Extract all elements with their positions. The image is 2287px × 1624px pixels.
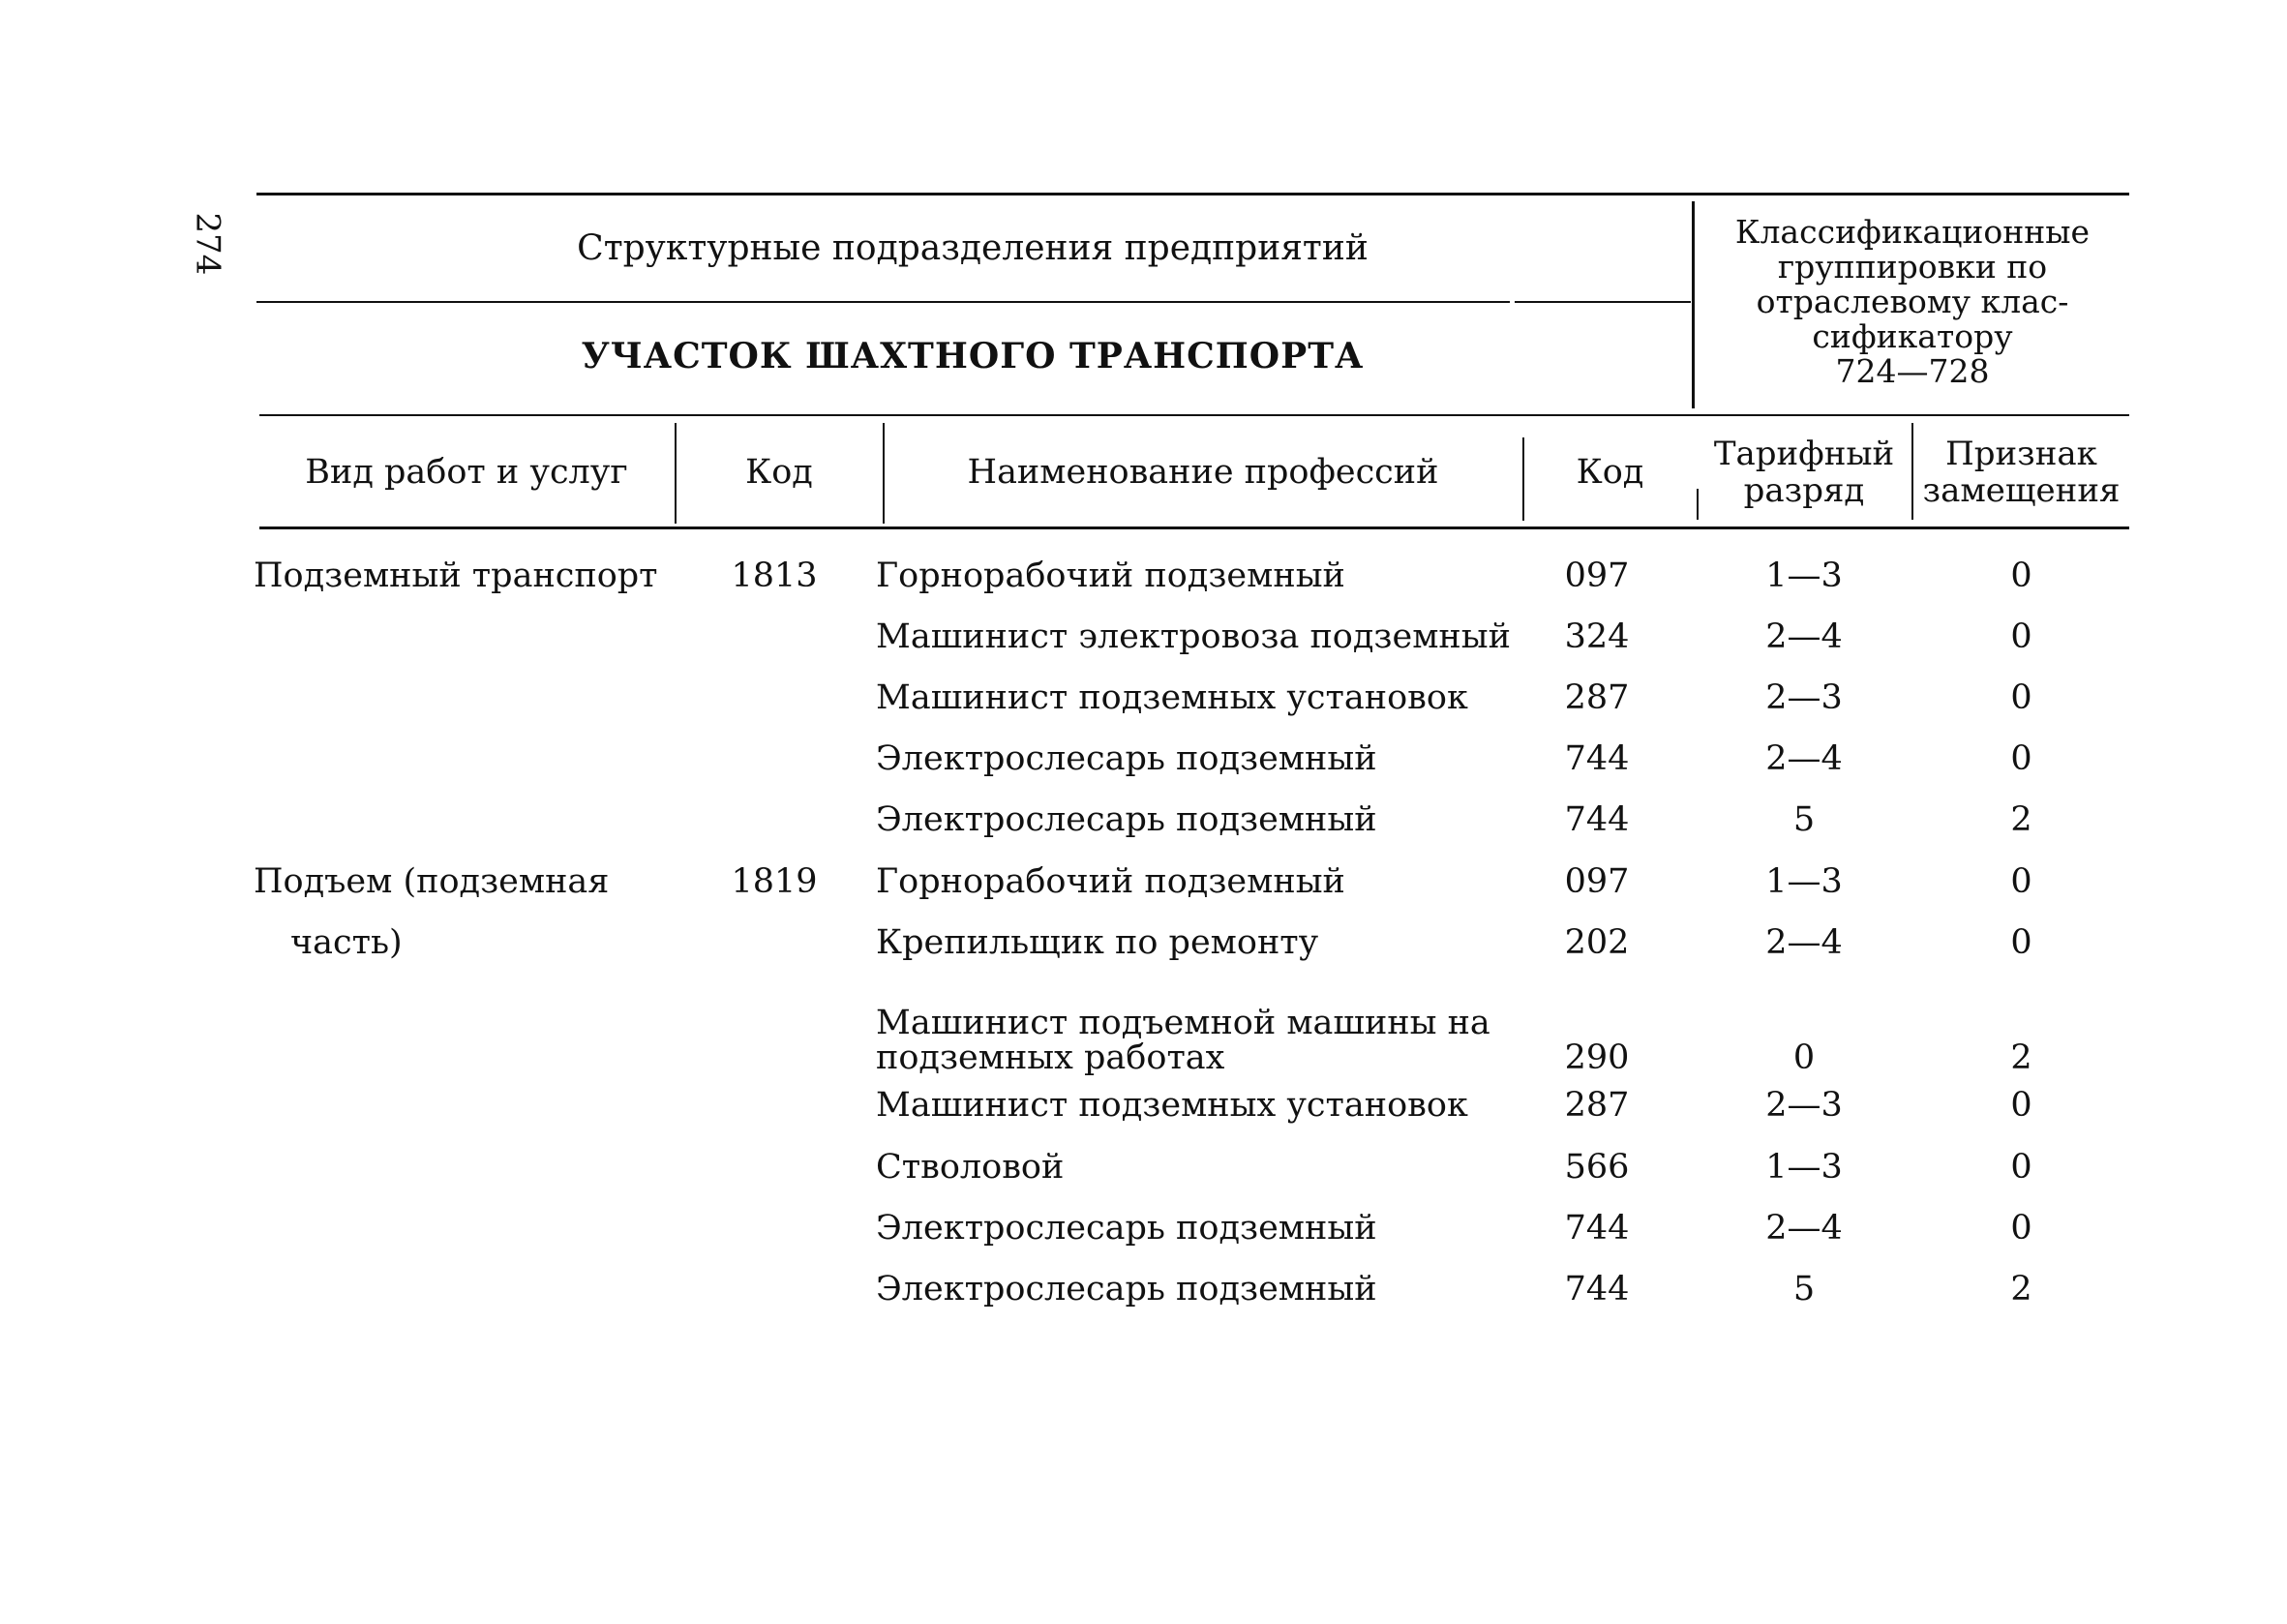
col-header-tariff-line: разряд	[1743, 471, 1865, 510]
section-rule-right	[1515, 301, 1691, 303]
row-tariff: 2—4	[1765, 617, 1843, 656]
row-profession-code: 324	[1564, 617, 1630, 656]
row-profession-code: 744	[1564, 800, 1630, 839]
row-profession-name: Машинист подъемной машины на	[876, 1004, 1490, 1042]
col-header-replacement-line: замещения	[1922, 471, 2121, 510]
col-header-profession-code: Код	[1576, 453, 1644, 492]
row-profession-code: 290	[1564, 1038, 1630, 1077]
row-profession-code: 744	[1564, 1209, 1630, 1248]
col-header-code: Код	[745, 453, 813, 492]
row-profession-code: 287	[1564, 1086, 1630, 1125]
row-profession-name: Электрослесарь подземный	[876, 1209, 1377, 1248]
row-profession-name: Машинист подземных установок	[876, 678, 1468, 717]
row-profession-code: 287	[1564, 678, 1630, 717]
row-profession-name: Машинист подземных установок	[876, 1086, 1468, 1125]
row-tariff: 1—3	[1765, 862, 1843, 901]
col-header-tariff	[1699, 436, 1910, 509]
classification-line: Классификационные	[1734, 213, 2091, 251]
row-profession-name: Горнорабочий подземный	[876, 556, 1345, 595]
row-tariff: 2—4	[1765, 739, 1843, 778]
row-replacement: 0	[2010, 739, 2032, 778]
row-replacement: 0	[2010, 617, 2032, 656]
row-profession-code: 097	[1564, 862, 1630, 901]
row-tariff: 2—3	[1765, 678, 1843, 717]
row-profession-code: 744	[1564, 1270, 1630, 1308]
classification-heading	[1696, 215, 2129, 389]
row-replacement: 0	[2010, 556, 2032, 595]
row-tariff: 2—3	[1765, 1086, 1843, 1125]
row-replacement: 2	[2010, 800, 2032, 839]
classification-line: группировки по	[1777, 248, 2048, 286]
row-tariff: 1—3	[1765, 1148, 1843, 1187]
row-replacement: 2	[2010, 1270, 2032, 1308]
row-profession-name: Электрослесарь подземный	[876, 800, 1377, 839]
classification-line: отраслевому клас-	[1756, 283, 2069, 320]
row-replacement: 0	[2010, 1209, 2032, 1248]
row-tariff: 1—3	[1765, 556, 1843, 595]
classification-line: сификатору	[1812, 317, 2013, 355]
row-replacement: 0	[2010, 862, 2032, 901]
row-profession-name-cont: подземных работах	[876, 1038, 1225, 1077]
row-profession-name: Электрослесарь подземный	[876, 739, 1377, 778]
column-header-bottom-rule	[259, 526, 2129, 529]
page-number: 274	[188, 212, 227, 276]
row-profession-name: Электрослесарь подземный	[876, 1270, 1377, 1308]
row-tariff: 5	[1792, 1270, 1816, 1308]
section-rule-left	[256, 301, 1510, 303]
row-work-code: 1819	[731, 862, 818, 901]
row-tariff: 2—4	[1765, 1209, 1843, 1248]
header-divider	[1692, 201, 1695, 408]
row-profession-name: Горнорабочий подземный	[876, 862, 1345, 901]
row-profession-name: Машинист электровоза подземный	[876, 617, 1511, 656]
row-tariff: 2—4	[1765, 923, 1843, 962]
row-replacement: 0	[2010, 678, 2032, 717]
row-profession-code: 097	[1564, 556, 1630, 595]
structural-units-heading: Структурные подразделения предприятий	[577, 228, 1369, 268]
row-profession-name: Крепильщик по ремонту	[876, 923, 1319, 962]
row-replacement: 2	[2010, 1038, 2032, 1077]
row-work-type: Подъем (подземная	[254, 862, 610, 901]
col-header-replacement-line: Признак	[1945, 435, 2097, 473]
col-header-work-type: Вид работ и услуг	[305, 453, 628, 492]
row-replacement: 0	[2010, 1086, 2032, 1125]
row-work-type: часть)	[290, 923, 403, 962]
row-profession-code: 566	[1564, 1148, 1630, 1187]
col-header-replacement	[1913, 436, 2129, 509]
header-bottom-rule	[259, 414, 2129, 416]
row-profession-name: Стволовой	[876, 1148, 1065, 1187]
classification-line: 724—728	[1835, 352, 1990, 390]
section-title: УЧАСТОК ШАХТНОГО ТРАНСПОРТА	[581, 336, 1365, 376]
row-work-code: 1813	[731, 556, 818, 595]
row-tariff: 0	[1792, 1038, 1816, 1077]
row-work-type: Подземный транспорт	[254, 556, 658, 595]
row-profession-code: 202	[1564, 923, 1630, 962]
row-profession-code: 744	[1564, 739, 1630, 778]
row-tariff: 5	[1792, 800, 1816, 839]
row-replacement: 0	[2010, 923, 2032, 962]
col-divider-1	[675, 423, 677, 524]
top-rule	[256, 193, 2129, 195]
col-header-tariff-line: Тарифный	[1713, 435, 1895, 473]
row-replacement: 0	[2010, 1148, 2032, 1187]
col-header-profession-name: Наименование профессий	[967, 453, 1439, 492]
